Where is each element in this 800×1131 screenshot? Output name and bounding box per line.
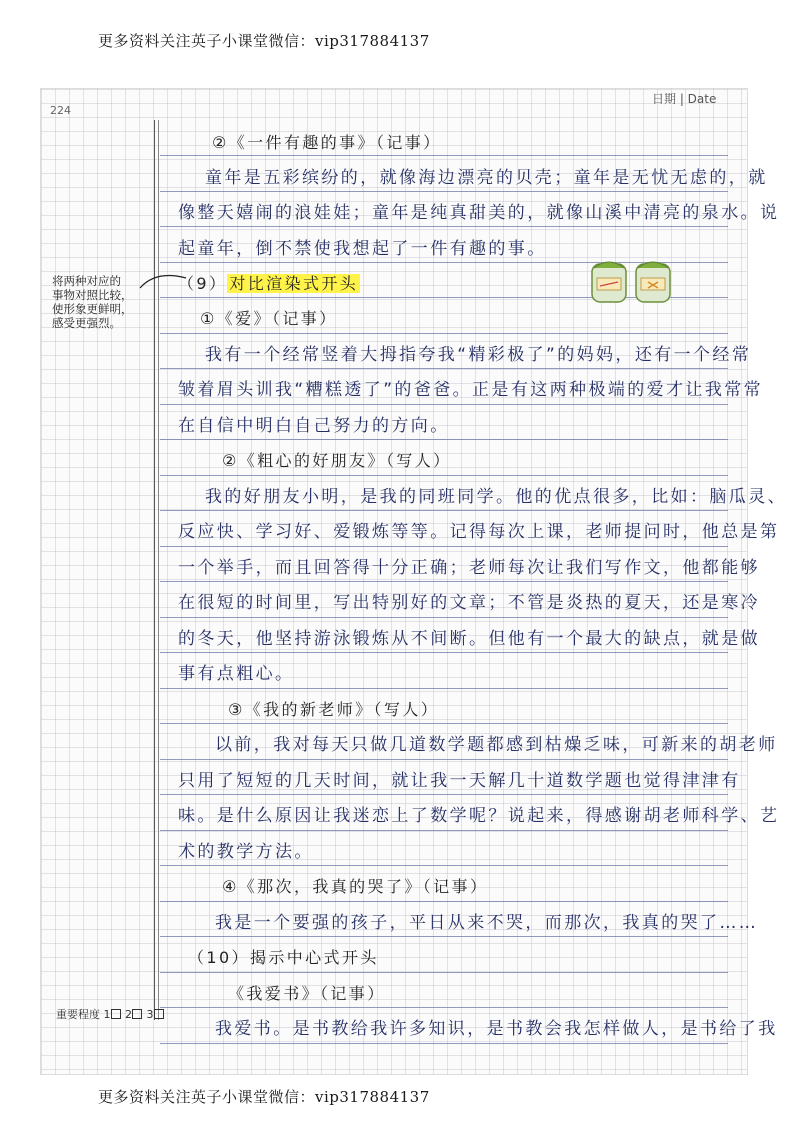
ruled-line [160, 652, 728, 653]
paragraph-line: 在自信中明白自己努力的方向。 [178, 416, 450, 436]
page-number: 224 [50, 104, 71, 117]
ruled-line [160, 972, 728, 973]
title-interesting-thing: ②《一件有趣的事》（记事） [212, 133, 442, 152]
ruled-line [160, 1007, 728, 1008]
paragraph-line: 一个举手，而且回答得十分正确；老师每次让我们写作文，他都能够 [178, 558, 760, 578]
ruled-line [160, 794, 728, 795]
jar-stickers-icon [588, 256, 674, 306]
ruled-line [160, 368, 728, 369]
ruled-line [160, 830, 728, 831]
side-note-line: 使形象更鲜明， [52, 302, 133, 316]
section-number: （9） [178, 274, 228, 293]
title-new-teacher: ③《我的新老师》（写人） [228, 700, 440, 719]
paragraph-line: 我的好朋友小明，是我的同班同学。他的优点很多，比如：脑瓜灵、 [205, 487, 787, 507]
importance-checkbox[interactable] [111, 1009, 121, 1019]
title-i-love-books: 《我爱书》（记事） [228, 984, 386, 1003]
paragraph-line: 起童年，倒不禁使我想起了一件有趣的事。 [178, 239, 547, 259]
margin-line-inner [158, 120, 159, 1020]
ruled-line [160, 688, 728, 689]
ruled-line [160, 226, 728, 227]
importance-level: 1 [103, 1008, 111, 1021]
importance-rating [56, 1006, 165, 1022]
paragraph-line: 事有点粗心。 [178, 664, 295, 684]
ruled-line [160, 936, 728, 937]
ruled-line [160, 617, 728, 618]
side-note-line: 感受更强烈。 [52, 316, 121, 330]
importance-level: 2 [125, 1008, 132, 1021]
ruled-line [160, 581, 728, 582]
ruled-line [160, 723, 728, 724]
title-love: ①《爱》（记事） [200, 309, 338, 328]
paragraph-line: 我有一个经常竖着大拇指夸我“精彩极了”的妈妈，还有一个经常 [205, 345, 752, 365]
side-note-line: 将两种对应的 [52, 274, 121, 288]
ruled-line [160, 475, 728, 476]
highlighted-heading: 对比渲染式开头 [229, 274, 359, 293]
paragraph-line: 只用了短短的几天时间，就让我一天解几十道数学题也觉得津津有 [178, 771, 741, 791]
paragraph-line: 我是一个要强的孩子，平日从来不哭，而那次，我真的哭了…… [215, 913, 759, 933]
section-heading-contrast [178, 271, 360, 297]
ruled-line [160, 404, 728, 405]
ruled-line [160, 546, 728, 547]
importance-label: 重要程度 [56, 1008, 100, 1021]
section-heading-center: （10）揭示中心式开头 [188, 948, 379, 967]
importance-checkbox[interactable] [154, 1009, 164, 1019]
paragraph-line: 味。是什么原因让我迷恋上了数学呢？说起来，得感谢胡老师科学、艺 [178, 806, 780, 826]
watermark-bottom: 更多资料关注英子小课堂微信：vip317884137 [98, 1088, 430, 1106]
title-careless-friend: ②《粗心的好朋友》（写人） [222, 451, 452, 470]
ruled-line [160, 901, 728, 902]
date-label: 日期 | Date [652, 92, 717, 106]
paragraph-line: 术的教学方法。 [178, 842, 314, 862]
side-note [52, 274, 152, 330]
ruled-line [160, 439, 728, 440]
paragraph-line: 以前，我对每天只做几道数学题都感到枯燥乏味，可新来的胡老师 [215, 735, 778, 755]
title-that-time-cried: ④《那次，我真的哭了》（记事） [222, 877, 489, 896]
paragraph-line: 在很短的时间里，写出特别好的文章；不管是炎热的夏天，还是寒冷 [178, 593, 760, 613]
margin-line [154, 120, 155, 1020]
paragraph-line: 反应快、学习好、爱锻炼等等。记得每次上课，老师提问时，他总是第 [178, 522, 780, 542]
watermark-top: 更多资料关注英子小课堂微信：vip317884137 [98, 32, 430, 50]
ruled-line [160, 865, 728, 866]
importance-level: 3 [146, 1008, 154, 1021]
paragraph-line: 我爱书。是书教给我许多知识，是书教会我怎样做人，是书给了我 [215, 1019, 778, 1039]
ruled-line [160, 191, 728, 192]
paragraph-line: 的冬天，他坚持游泳锻炼从不间断。但他有一个最大的缺点，就是做 [178, 629, 760, 649]
paragraph-line: 像整天嬉闹的浪娃娃；童年是纯真甜美的，就像山溪中清亮的泉水。说 [178, 203, 780, 223]
paragraph-line: 童年是五彩缤纷的，就像海边漂亮的贝壳；童年是无忧无虑的，就 [205, 168, 768, 188]
ruled-line [160, 1043, 728, 1044]
side-note-line: 事物对照比较， [52, 288, 133, 302]
ruled-line [160, 510, 728, 511]
ruled-line [160, 759, 728, 760]
importance-checkbox[interactable] [132, 1009, 142, 1019]
paragraph-line: 皱着眉头训我“糟糕透了”的爸爸。正是有这两种极端的爱才让我常常 [178, 380, 764, 400]
ruled-line [160, 333, 728, 334]
